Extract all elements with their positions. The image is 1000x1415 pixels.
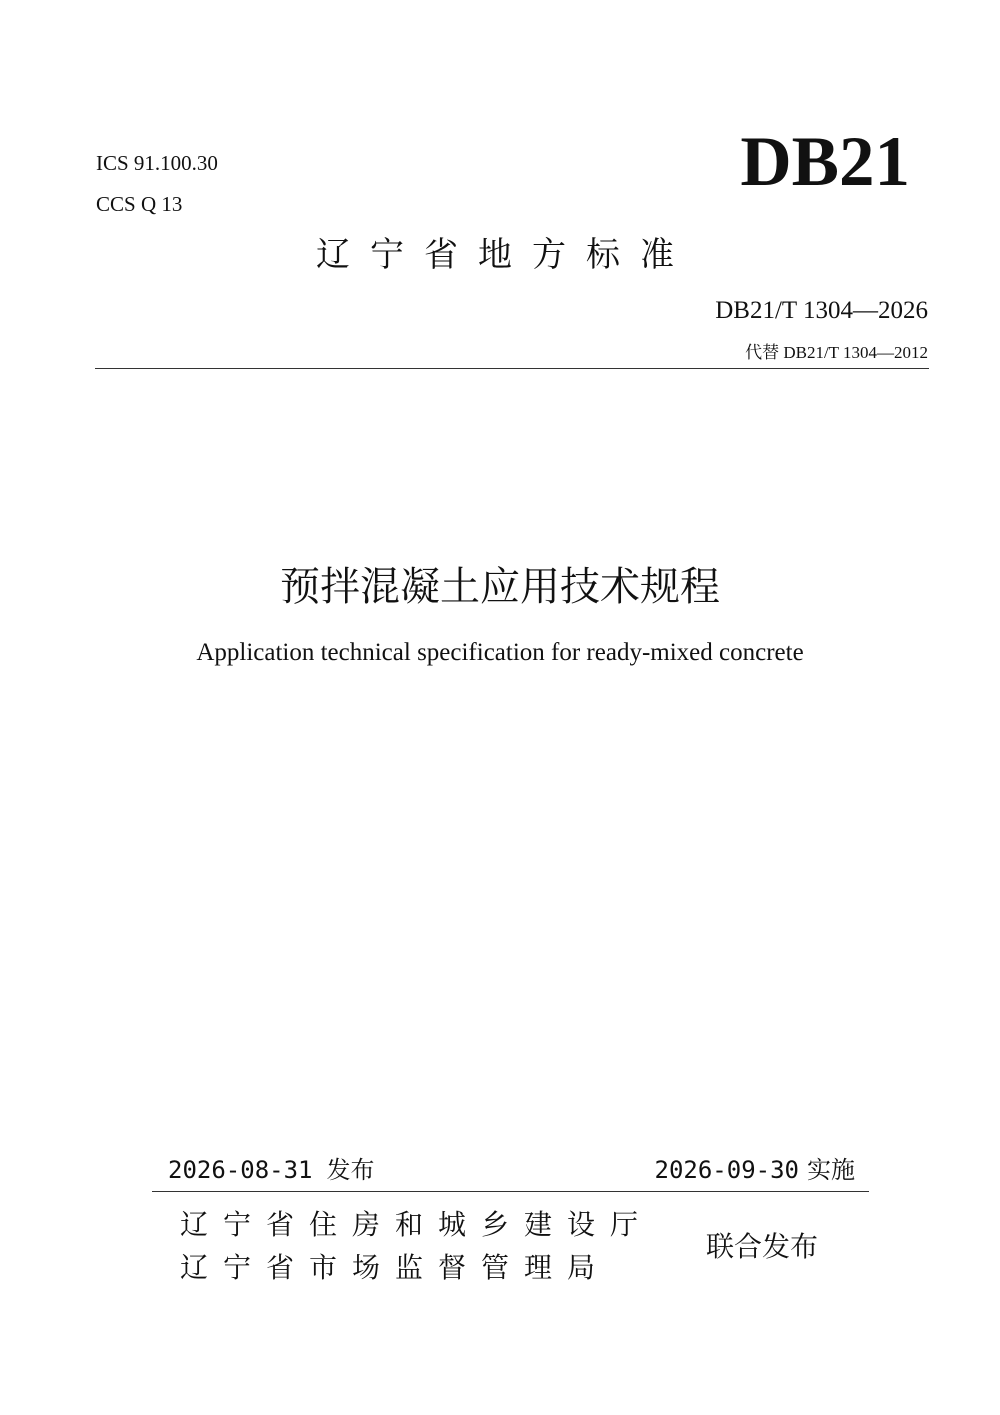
effective-date-row: [655, 1155, 856, 1185]
standard-logo-code: DB21: [740, 123, 910, 201]
document-title-english: Application technical specification for ready-mixed concrete: [196, 639, 804, 666]
replaced-standard: 代替 DB21/T 1304—2012: [745, 343, 928, 362]
bottom-divider: [152, 1191, 869, 1192]
ccs-code: CCS Q 13: [96, 192, 183, 216]
joint-publication-label: 联合发布: [706, 1230, 819, 1263]
publish-label: 发布: [326, 1156, 375, 1184]
effective-date: 2026-09-30: [654, 1156, 799, 1184]
publish-date-row: [168, 1155, 375, 1185]
issuer-market-regulation-bureau: 辽宁省市场监督管理局: [180, 1251, 611, 1284]
document-title-chinese: 预拌混凝土应用技术规程: [280, 564, 720, 610]
standard-number: DB21/T 1304—2026: [715, 297, 928, 324]
ics-code: ICS 91.100.30: [96, 151, 218, 175]
effective-label: 实施: [807, 1156, 855, 1184]
standard-type-heading: 辽宁省地方标准: [316, 235, 694, 275]
publish-date: 2026-08-31: [168, 1156, 313, 1184]
issuer-housing-department: 辽宁省住房和城乡建设厅: [180, 1208, 654, 1241]
top-divider: [95, 368, 929, 369]
